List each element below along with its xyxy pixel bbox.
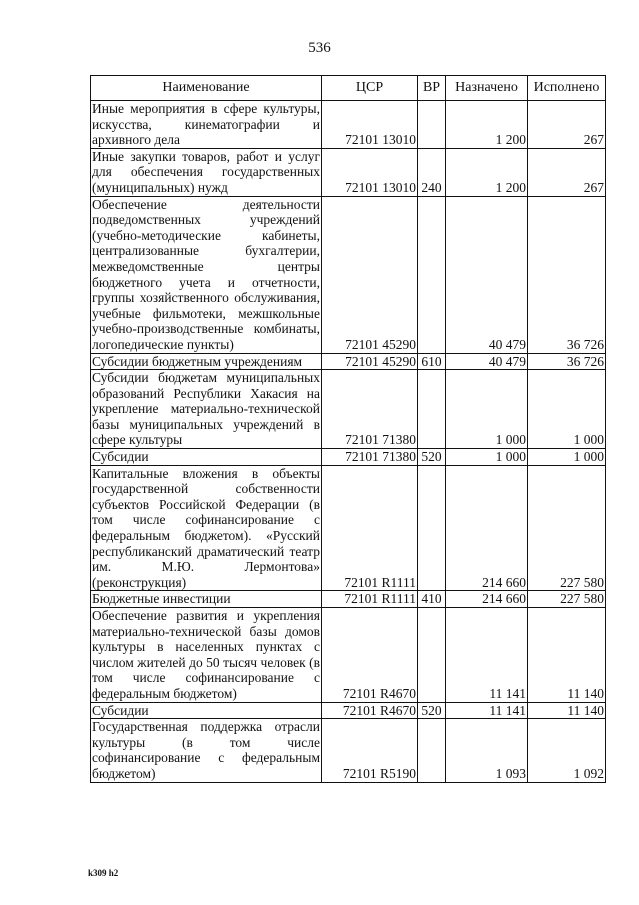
- row-vr: [418, 465, 446, 591]
- row-vr: [418, 608, 446, 703]
- row-planned: 1 093: [446, 719, 528, 782]
- row-vr: 410: [418, 591, 446, 608]
- row-csr: 72101 R4670: [322, 702, 418, 719]
- row-name: Иные закупки товаров, работ и услуг для обеспечения государственных (муниципальных) нужд: [92, 148, 320, 195]
- row-name: Государственная поддержка отрасли культуры (в том числе софинансирование с федеральным бюджетом): [92, 719, 320, 781]
- row-executed: 36 726: [528, 353, 606, 370]
- row-executed: 227 580: [528, 465, 606, 591]
- row-name: Субсидии: [91, 702, 322, 719]
- row-vr: [418, 101, 446, 149]
- table-row: [91, 608, 606, 703]
- table-row: [91, 591, 606, 608]
- row-planned: 40 479: [446, 196, 528, 353]
- row-name: Обеспечение деятельности подведомственных учреждений (учебно-методические кабинеты, централизованные бухгалтерии, межведомственные центры бюджетного учета и отчетности, группы хозяйственного обслуживания, учебные фильмотеки, межшкольные учебно-производственные комбинаты, логопедические пункты): [92, 196, 320, 352]
- row-csr: 72101 13010: [322, 148, 418, 196]
- row-vr: [418, 196, 446, 353]
- row-name: Обеспечение развития и укрепления материально-технической базы домов культуры в населенных пунктах с числом жителей до 50 тысяч человек (в том числе софинансирование с федеральным бюджетом): [92, 608, 320, 701]
- row-name: Субсидии бюджетам муниципальных образований Республики Хакасия на укрепление материально-технической базы муниципальных учреждений в сфере культуры: [92, 370, 320, 448]
- row-csr: 72101 R4670: [322, 608, 418, 703]
- row-executed: 1 000: [528, 449, 606, 466]
- header-planned: Назначено: [446, 76, 528, 101]
- row-csr: 72101 71380: [322, 449, 418, 466]
- row-vr: [418, 370, 446, 449]
- header-name: Наименование: [91, 76, 322, 101]
- table-row: [91, 101, 606, 149]
- row-vr: [418, 719, 446, 782]
- table-row: [91, 196, 606, 353]
- header-vr: ВР: [418, 76, 446, 101]
- row-csr: 72101 13010: [322, 101, 418, 149]
- row-name: Бюджетные инвестиции: [91, 591, 322, 608]
- row-executed: 1 000: [528, 370, 606, 449]
- row-executed: 11 140: [528, 702, 606, 719]
- row-executed: 267: [528, 101, 606, 149]
- row-csr: 72101 45290: [322, 196, 418, 353]
- row-planned: 11 141: [446, 608, 528, 703]
- row-name: Субсидии бюджетным учреждениям: [91, 353, 322, 370]
- row-vr: 520: [418, 449, 446, 466]
- row-executed: 267: [528, 148, 606, 196]
- row-planned: 214 660: [446, 591, 528, 608]
- table-header-row: [91, 76, 606, 101]
- row-vr: 520: [418, 702, 446, 719]
- row-executed: 1 092: [528, 719, 606, 782]
- row-planned: 1 200: [446, 101, 528, 149]
- row-name: Иные мероприятия в сфере культуры, искусства, кинематографии и архивного дела: [92, 101, 320, 148]
- table-row: [91, 719, 606, 782]
- row-vr: 610: [418, 353, 446, 370]
- page-number: 536: [308, 40, 331, 56]
- row-planned: 1 000: [446, 370, 528, 449]
- row-planned: 40 479: [446, 353, 528, 370]
- table-row: [91, 449, 606, 466]
- row-csr: 72101 R1111: [322, 465, 418, 591]
- row-csr: 72101 R1111: [322, 591, 418, 608]
- row-vr: 240: [418, 148, 446, 196]
- table-row: [91, 702, 606, 719]
- row-csr: 72101 71380: [322, 370, 418, 449]
- row-name: Капитальные вложения в объекты государственной собственности субъектов Российской Федерации (в том числе софинансирование с федеральным бюджетом). «Русский республиканский драматический театр им. М.Ю. Лермонтова» (реконструкция): [92, 465, 320, 590]
- row-planned: 11 141: [446, 702, 528, 719]
- row-planned: 214 660: [446, 465, 528, 591]
- header-csr: ЦСР: [322, 76, 418, 101]
- row-planned: 1 200: [446, 148, 528, 196]
- row-csr: 72101 R5190: [322, 719, 418, 782]
- row-executed: 227 580: [528, 591, 606, 608]
- row-planned: 1 000: [446, 449, 528, 466]
- table-row: [91, 353, 606, 370]
- row-csr: 72101 45290: [322, 353, 418, 370]
- header-executed: Исполнено: [528, 76, 606, 101]
- row-name: Субсидии: [91, 449, 322, 466]
- footer-code: k309 h2: [88, 868, 119, 878]
- table-row: [91, 370, 606, 449]
- budget-table: [90, 75, 606, 783]
- table-row: [91, 465, 606, 591]
- row-executed: 36 726: [528, 196, 606, 353]
- table-row: [91, 148, 606, 196]
- row-executed: 11 140: [528, 608, 606, 703]
